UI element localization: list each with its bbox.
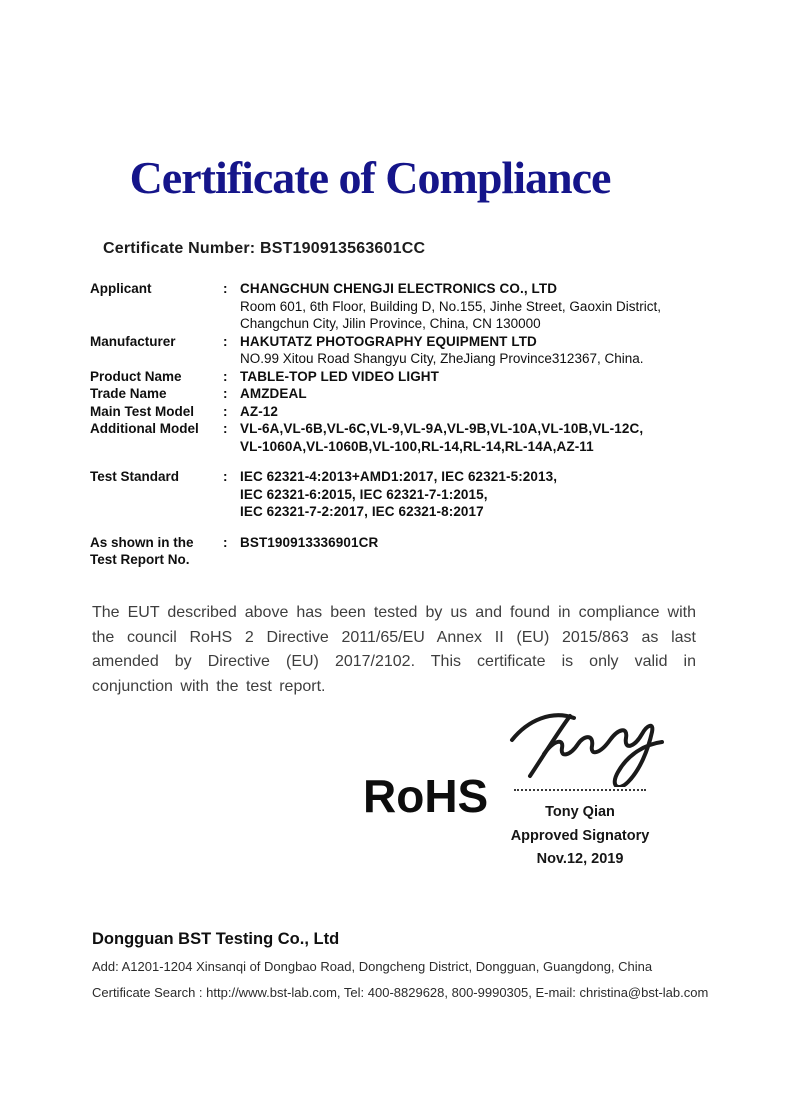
signature-dotted-line [514, 779, 646, 791]
field-label [90, 403, 223, 421]
compliance-statement: The EUT described above has been tested by us and found in compliance with the council RoHS 2 Directive 2011/65/EU Annex II (EU) 2015/863 as last amended by Directive (EU) 2017/2102. This certificate is only valid in conjunction with the test report. [92, 604, 696, 695]
field-row [90, 468, 702, 521]
field-label-line1: Test Standard [90, 469, 180, 484]
field-value [240, 534, 702, 552]
field-colon: : [223, 403, 228, 419]
field-row [90, 280, 702, 333]
field-row [90, 368, 702, 386]
field-value [240, 420, 702, 455]
field-value [240, 403, 702, 421]
field-label-line1: As shown in the [90, 534, 194, 550]
certificate-fields [90, 280, 702, 569]
field-label-line1: Applicant [90, 281, 152, 296]
field-colon: : [223, 386, 228, 401]
field-row [90, 420, 702, 455]
field-value [240, 333, 702, 368]
field-value-line: Changchun City, Jilin Province, China, CN 130000 [240, 316, 541, 331]
field-value-line: AMZDEAL [240, 386, 307, 401]
field-value-line: NO.99 Xitou Road Shangyu City, ZheJiang Province312367, China. [240, 351, 644, 366]
handwritten-tony-signature-icon [500, 702, 670, 787]
field-label [90, 385, 223, 403]
field-label [90, 333, 223, 351]
field-colon: : [223, 534, 228, 550]
issuer-contact-line: Certificate Search : http://www.bst-lab.com, Tel: 400-8829628, 800-9990305, E-mail: christina@bst-lab.com [92, 985, 709, 1000]
field-value [240, 385, 702, 403]
certificate-number-value: BST190913563601CC [259, 240, 426, 257]
field-value-line: IEC 62321-7-2:2017, IEC 62321-8:2017 [240, 504, 484, 519]
field-label-line1: Trade Name [90, 386, 167, 401]
field-value [240, 468, 702, 521]
field-row [90, 333, 702, 368]
certificate-number-label: Certificate Number: [103, 240, 256, 257]
field-label-line2: Test Report No. [90, 552, 190, 567]
page-title: Certificate of Compliance [129, 152, 611, 203]
field-colon: : [223, 281, 228, 296]
field-row [90, 385, 702, 403]
certificate-number-line [103, 240, 425, 258]
field-value-line: Room 601, 6th Floor, Building D, No.155, Jinhe Street, Gaoxin District, [240, 298, 661, 314]
field-value-line: IEC 62321-4:2013+AMD1:2017, IEC 62321-5:2013, [240, 469, 558, 484]
field-value-line: AZ-12 [240, 403, 279, 419]
rohs-mark: RoHS [363, 770, 489, 822]
field-value [240, 280, 702, 333]
field-colon: : [223, 333, 228, 349]
field-colon: : [223, 469, 228, 484]
field-row [90, 534, 702, 569]
field-value-line: TABLE-TOP LED VIDEO LIGHT [240, 368, 440, 384]
field-value-line: BST190913336901CR [240, 534, 379, 550]
field-label-line1: Additional Model [90, 421, 199, 436]
issuer-address: Add: A1201-1204 Xinsanqi of Dongbao Road, Dongcheng District, Dongguan, Guangdong, China [92, 959, 653, 974]
field-value-line: VL-1060A,VL-1060B,VL-100,RL-14,RL-14,RL-14A,AZ-11 [240, 438, 594, 454]
field-value-line: IEC 62321-6:2015, IEC 62321-7-1:2015, [240, 486, 488, 502]
signatory-role: Approved Signatory [510, 828, 650, 844]
field-label [90, 420, 223, 438]
field-label [90, 534, 223, 569]
field-value-line: HAKUTATZ PHOTOGRAPHY EQUIPMENT LTD [240, 333, 537, 349]
signatory-name: Tony Qian [545, 804, 615, 820]
field-value [240, 368, 702, 386]
field-colon: : [223, 368, 228, 384]
issuer-company-name: Dongguan BST Testing Co., Ltd [92, 930, 340, 948]
field-row [90, 403, 702, 421]
field-label [90, 468, 223, 486]
field-value-line: VL-6A,VL-6B,VL-6C,VL-9,VL-9A,VL-9B,VL-10A,VL-10B,VL-12C, [240, 421, 644, 436]
field-label-line1: Product Name [90, 368, 182, 384]
field-colon: : [223, 421, 228, 436]
signature-date: Nov.12, 2019 [536, 851, 624, 867]
field-value-line: CHANGCHUN CHENGJI ELECTRONICS CO., LTD [240, 281, 558, 296]
field-label [90, 368, 223, 386]
field-label [90, 280, 223, 298]
field-label-line1: Main Test Model [90, 403, 195, 419]
field-label-line1: Manufacturer [90, 333, 176, 349]
